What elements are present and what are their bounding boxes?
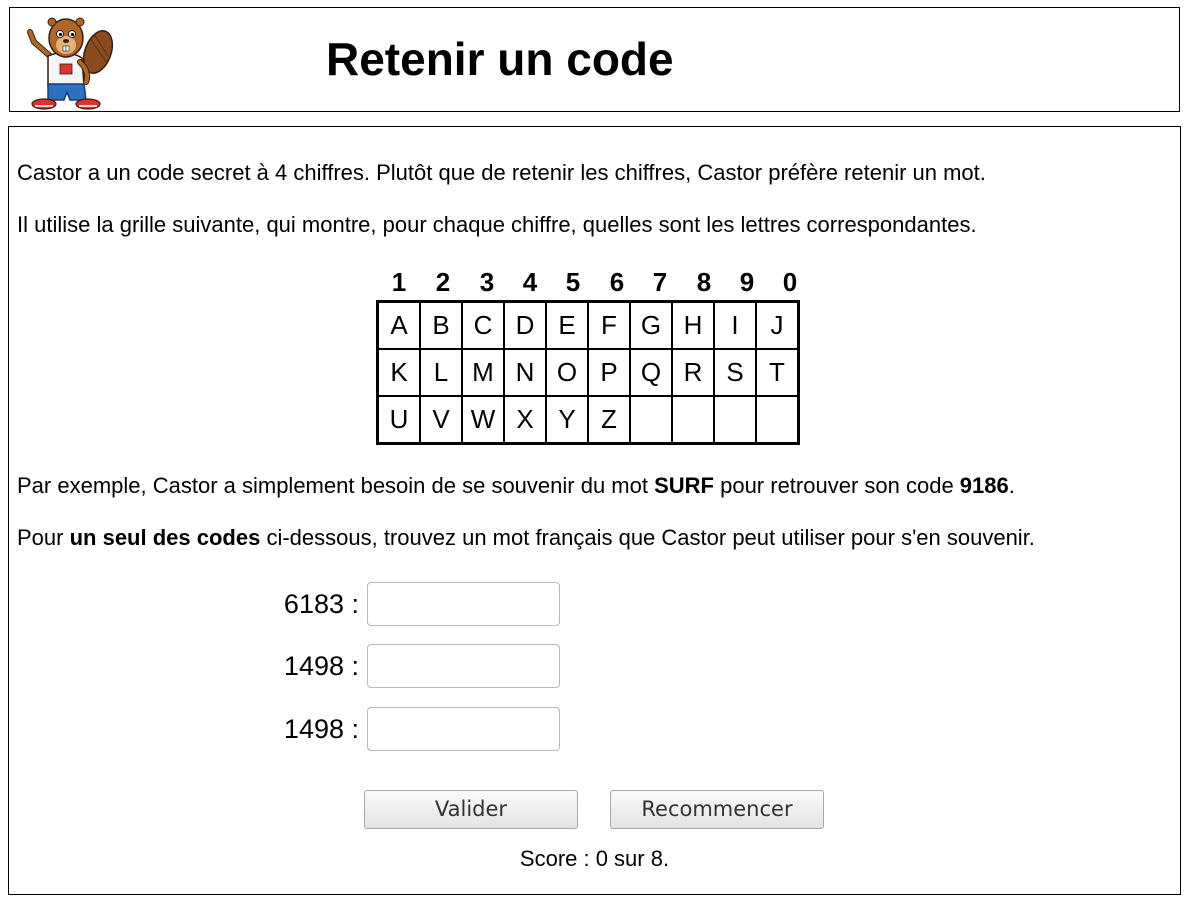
grid-cell: T xyxy=(756,349,799,396)
grid-cell: Y xyxy=(546,396,588,444)
grid-cell: V xyxy=(420,396,462,444)
instruction-text xyxy=(17,525,1035,551)
intro-text-2: Il utilise la grille suivante, qui montre, pour chaque chiffre, quelles sont les lettres correspondantes. xyxy=(17,212,977,237)
grid-cell: P xyxy=(588,349,630,396)
digit-label: 8 xyxy=(696,267,712,297)
code-answer-input[interactable] xyxy=(367,582,560,626)
grid-cell: C xyxy=(462,302,504,350)
instruction-emphasis: un seul des codes xyxy=(69,525,261,550)
grid-row xyxy=(378,302,799,350)
grid-cell: M xyxy=(462,349,504,396)
grid-cell xyxy=(630,396,672,444)
grid-row xyxy=(378,349,799,396)
code-row xyxy=(9,707,709,753)
grid-cell: K xyxy=(378,349,421,396)
grid-cell: L xyxy=(420,349,462,396)
task-panel xyxy=(8,126,1181,895)
grid-cell: D xyxy=(504,302,546,350)
code-row xyxy=(9,644,709,690)
grid-cell: H xyxy=(672,302,714,350)
score-text: Score : 0 sur 8. xyxy=(519,846,670,871)
grid-cell: Z xyxy=(588,396,630,444)
code-row xyxy=(9,582,709,628)
grid-cell: N xyxy=(504,349,546,396)
restart-button[interactable]: Recommencer xyxy=(610,790,824,829)
code-label: 6183 : xyxy=(283,589,359,619)
grid-cell: X xyxy=(504,396,546,444)
example-word: SURF xyxy=(654,473,714,498)
code-label: 1498 : xyxy=(283,651,359,681)
validate-button[interactable]: Valider xyxy=(364,790,578,829)
grid-cell: U xyxy=(378,396,421,444)
grid-cell xyxy=(756,396,799,444)
code-answer-input[interactable] xyxy=(367,644,560,688)
digit-label: 9 xyxy=(739,267,755,297)
header xyxy=(9,7,1180,112)
instruction-text-part: Pour xyxy=(17,525,70,550)
digit-label: 6 xyxy=(609,267,625,297)
grid-cell: S xyxy=(714,349,756,396)
example-text-part: Par exemple, Castor a simplement besoin de se souvenir du mot xyxy=(17,473,655,498)
grid-cell: I xyxy=(714,302,756,350)
beaver-mascot-logo xyxy=(20,12,114,110)
grid-cell: O xyxy=(546,349,588,396)
digit-label: 5 xyxy=(565,267,581,297)
digit-label: 3 xyxy=(479,267,495,297)
example-text xyxy=(17,473,1015,499)
grid-cell: A xyxy=(378,302,421,350)
example-code: 9186 xyxy=(959,473,1009,498)
intro-text-1: Castor a un code secret à 4 chiffres. Plutôt que de retenir les chiffres, Castor préfère retenir un mot. xyxy=(17,160,986,185)
example-text-part: pour retrouver son code xyxy=(713,473,960,498)
grid-row xyxy=(378,396,799,444)
example-text-part: . xyxy=(1008,473,1015,498)
grid-cell: R xyxy=(672,349,714,396)
grid-cell: F xyxy=(588,302,630,350)
digit-label: 7 xyxy=(652,267,668,297)
grid-cell: W xyxy=(462,396,504,444)
digit-label: 0 xyxy=(782,267,798,297)
grid-cell: G xyxy=(630,302,672,350)
page-title: Retenir un code xyxy=(326,33,674,85)
instruction-text-part: ci-dessous, trouvez un mot français que Castor peut utiliser pour s'en souvenir. xyxy=(260,525,1035,550)
grid-cell xyxy=(672,396,714,444)
grid-cell: J xyxy=(756,302,799,350)
digit-label: 4 xyxy=(522,267,538,297)
digit-label: 1 xyxy=(391,267,407,297)
grid-cell: E xyxy=(546,302,588,350)
letter-grid xyxy=(376,300,800,445)
code-label: 1498 : xyxy=(283,714,359,744)
grid-cell: Q xyxy=(630,349,672,396)
grid-cell: B xyxy=(420,302,462,350)
code-answer-input[interactable] xyxy=(367,707,560,751)
digit-label: 2 xyxy=(435,267,451,297)
grid-cell xyxy=(714,396,756,444)
